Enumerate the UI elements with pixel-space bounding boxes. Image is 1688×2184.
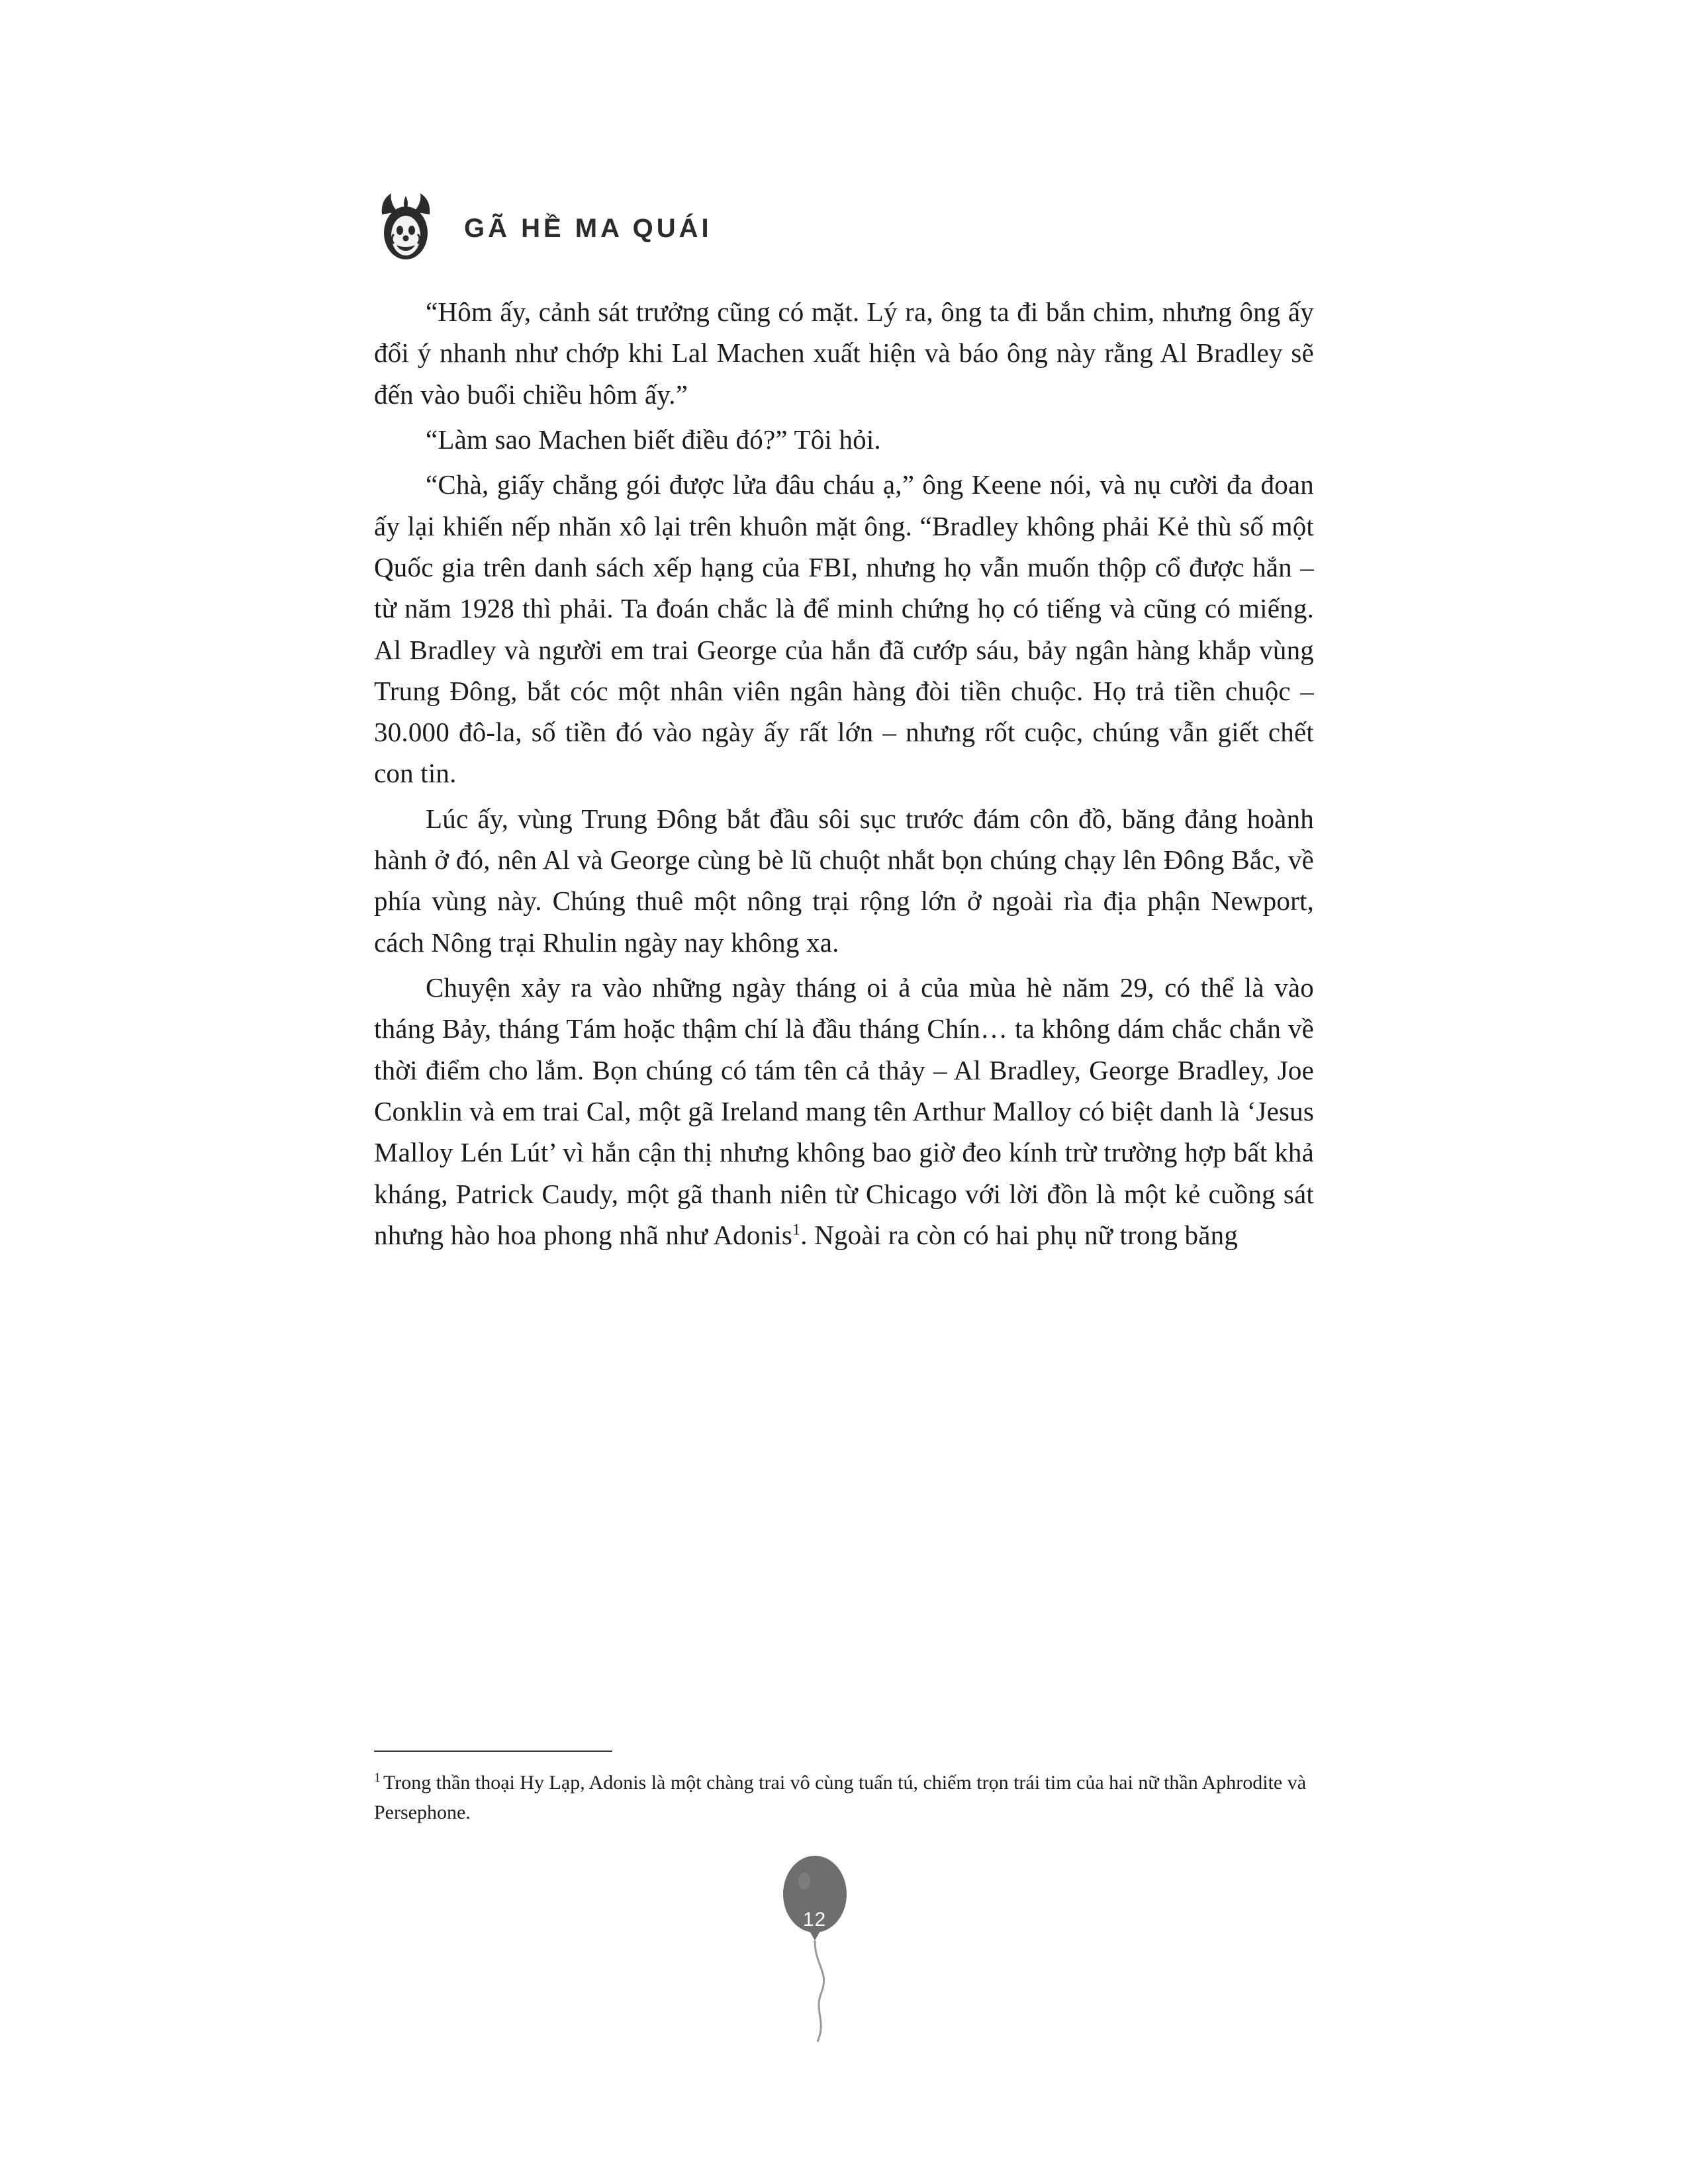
- paragraph: “Hôm ấy, cảnh sát trưởng cũng có mặt. Lý ra, ông ta đi bắn chim, nhưng ông ấy đổi ý nhanh như chớp khi Lal Machen xuất hiện và báo ông này rằng Al Bradley sẽ đến vào buổi chiều hôm ấy.”: [374, 296, 1314, 410]
- paragraph: Lúc ấy, vùng Trung Đông bắt đầu sôi sục trước đám côn đồ, băng đảng hoành hành ở đó, nên Al và George cùng bè lũ chuột nhắt bọn chúng chạy lên Đông Bắc, về phía vùng này. Chúng thuê một nông trại rộng lớn ở ngoài rìa địa phận Newport, cách Nông trại Rhulin ngày nay không xa.: [374, 803, 1314, 958]
- paragraph-text-after-footnote: . Ngoài ra còn có hai phụ nữ trong băng: [800, 1219, 1239, 1250]
- paragraph-with-footnote: [374, 967, 1314, 1255]
- footnote-number: 1: [374, 1770, 381, 1785]
- page-number-balloon: [778, 1853, 910, 2078]
- paragraph-text-before-footnote: Chuyện xảy ra vào những ngày tháng oi ả của mùa hè năm 29, có thể là vào tháng Bảy, tháng Tám hoặc thậm chí là đầu tháng Chín… ta không dám chắc chắn về thời điểm cho lắm. Bọn chúng có tám tên cả thảy – Al Bradley, George Bradley, Joe Conklin và em trai Cal, một gã Ireland mang tên Arthur Malloy có biệt danh là ‘Jesus Malloy Lén Lút’ vì hắn cận thị nhưng không bao giờ đeo kính trừ trường hợp bất khả kháng, Patrick Caudy, một gã thanh niên từ Chicago với lời đồn là một kẻ cuồng sát nhưng hào hoa phong nhã như Adonis: [374, 972, 1314, 1250]
- footnote-content: [374, 1768, 1314, 1827]
- footnote-divider: [374, 1751, 612, 1752]
- page-body: [374, 291, 1314, 1259]
- footnote-reference-marker[interactable]: 1: [792, 1221, 801, 1239]
- paragraph: “Làm sao Machen biết điều đó?” Tôi hỏi.: [426, 424, 881, 455]
- clown-face-icon: [374, 192, 438, 265]
- footnote-text: Trong thần thoại Hy Lạp, Adonis là một chàng trai vô cùng tuấn tú, chiếm trọn trái tim của hai nữ thần Aphrodite và Persephone.: [374, 1772, 1307, 1823]
- book-title: GÃ HỀ MA QUÁI: [464, 213, 712, 243]
- running-header: [374, 192, 1314, 265]
- footnote-block: [374, 1751, 1314, 1827]
- paragraph: “Chà, giấy chẳng gói được lửa đâu cháu ạ,” ông Keene nói, và nụ cười đa đoan ấy lại khiến nếp nhăn xô lại trên khuôn mặt ông. “Bradley không phải Kẻ thù số một Quốc gia trên danh sách xếp hạng của FBI, nhưng họ vẫn muốn thộp cổ được hắn – từ năm 1928 thì phải. Ta đoán chắc là để minh chứng họ có tiếng và cũng có miếng. Al Bradley và người em trai George của hắn đã cướp sáu, bảy ngân hàng khắp vùng Trung Đông, bắt cóc một nhân viên ngân hàng đòi tiền chuộc. Họ trả tiền chuộc – 30.000 đô-la, số tiền đó vào ngày ấy rất lớn – nhưng rốt cuộc, chúng vẫn giết chết con tin.: [374, 469, 1314, 789]
- page-number: 12: [802, 1909, 827, 1931]
